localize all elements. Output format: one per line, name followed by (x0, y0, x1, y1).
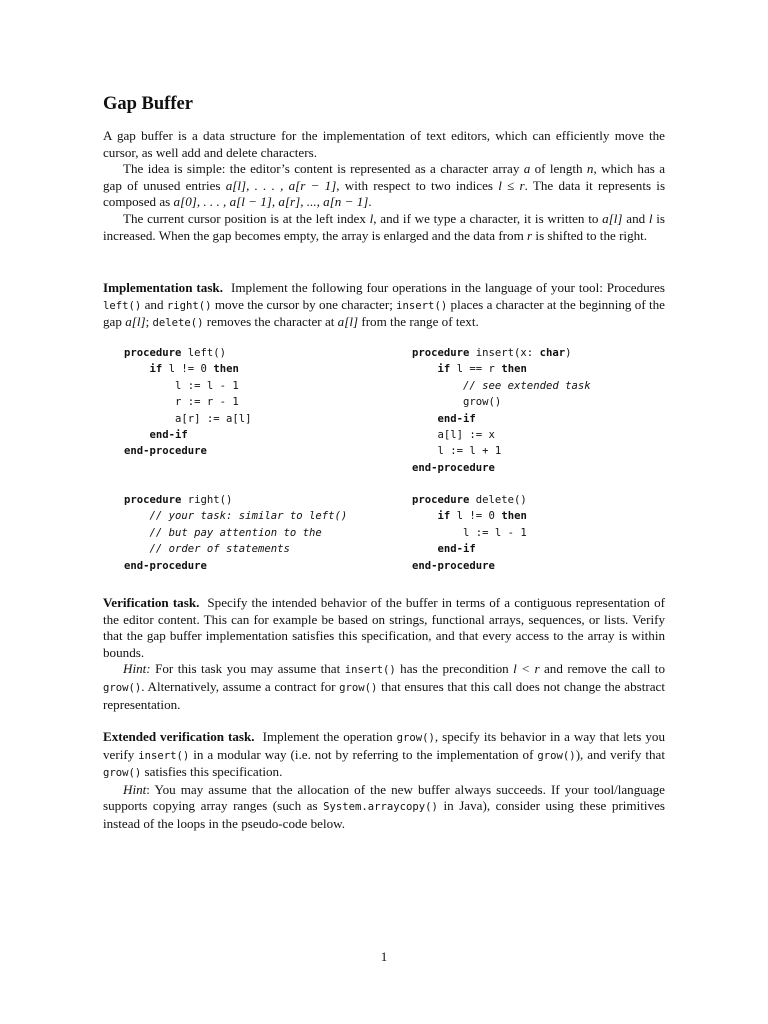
code-line: // order of statements (149, 543, 290, 556)
intro-paragraph-3: The current cursor position is at the left index l, and if we type a character, it is written to a[l] and l is increased. When the gap becomes empty, the array is enlarged and the data from r is shifted to the right. (103, 210, 666, 243)
code-line: if l == r then (437, 363, 527, 376)
code-line: a[r] := a[l] (124, 412, 252, 425)
code-line: procedure right() (124, 494, 233, 506)
index-relation-math: l ≤ r (498, 177, 525, 193)
code-line: end-procedure (124, 445, 207, 458)
extended-verification-task-heading: Extended verification task. (103, 729, 255, 744)
code-block-left (124, 345, 252, 460)
intro-paragraph-1: A gap buffer is a data structure for the implementation of text editors, which can efficiently move the cursor, as well add and delete characters. (103, 128, 665, 160)
code-line: end-if (437, 412, 476, 425)
verification-task-heading: Verification task. (103, 595, 200, 610)
implementation-task-paragraph: Implementation task. Implement the following four operations in the language of your tool: Procedures left() and right() move the cursor by one character; insert() places a character at the beginning of the gap a[l]; delete() removes the character at a[l] from the range of text. (103, 280, 665, 330)
implementation-task-section (103, 280, 665, 332)
code-line: l := l + 1 (412, 445, 502, 458)
code-line: // but pay attention to the (149, 526, 322, 539)
code-block-delete (412, 492, 527, 574)
verification-task-paragraph: Verification task. Specify the intended behavior of the buffer in terms of a contiguous representation of the editor content. This can for example be based on strings, functional arrays, sequences, or lists. Verify that the gap buffer implementation satisfies this specification, and that every access to the array is within bounds. (103, 595, 665, 660)
code-line: procedure insert(x: char) (412, 347, 572, 359)
intro-paragraph-2: The idea is simple: the editor’s content is represented as a character array a of length n, which has a gap of unused entries a[l], . . . , a[r − 1], with respect to two indices l ≤ r. The data it represents is composed as a[0], . . . , a[l − 1], a[r], ..., a[n − 1]. (103, 161, 666, 210)
code-block-insert (412, 345, 591, 476)
verification-task-section (103, 595, 665, 713)
code-line: if l != 0 then (149, 363, 239, 376)
code-line: a[l] := x (412, 429, 495, 442)
code-line: end-procedure (124, 559, 207, 572)
code-line: end-if (149, 429, 188, 442)
code-line: if l != 0 then (437, 510, 527, 523)
code-line: end-procedure (412, 461, 495, 474)
extended-hint-paragraph: Hint: You may assume that the allocation of the new buffer always succeeds. If your tool/language supports copying array ranges (such as System.arraycopy() in Java), consider using these primitives instead of the loops in the pseudo-code below. (103, 781, 665, 831)
page-number: 1 (380, 949, 388, 964)
code-line: grow() (412, 396, 502, 409)
page-title: Gap Buffer (103, 94, 193, 114)
code-line: end-procedure (412, 559, 495, 572)
intro-section (103, 128, 665, 244)
implementation-task-heading: Implementation task. (103, 280, 223, 295)
code-line: l := l - 1 (124, 379, 239, 392)
verification-hint-paragraph: Hint: For this task you may assume that insert() has the precondition l < r and remove the call to grow(). Alternatively, assume a contract for grow() that ensures that this call does not change the abstract representation. (103, 661, 665, 712)
gap-range-math: a[l], . . . , a[r − 1] (225, 177, 337, 193)
data-composition-math: a[0], . . . , a[l − 1], a[r], ..., a[n − 1] (173, 194, 369, 210)
code-line: // see extended task (463, 379, 591, 392)
code-line: r := r - 1 (124, 396, 239, 409)
code-line: end-if (437, 543, 476, 556)
code-line: // your task: similar to left() (149, 510, 348, 523)
code-line: procedure delete() (412, 494, 527, 506)
code-block-right (124, 492, 347, 574)
extended-verification-task-section (103, 729, 665, 833)
extended-task-paragraph: Extended verification task. Implement the operation grow(), specify its behavior in a way that lets you verify insert() in a modular way (i.e. not by referring to the implementation of grow()), and verify that grow() satisfies this specification. (103, 729, 665, 780)
code-line: procedure left() (124, 347, 227, 359)
code-line: l := l - 1 (412, 526, 527, 539)
